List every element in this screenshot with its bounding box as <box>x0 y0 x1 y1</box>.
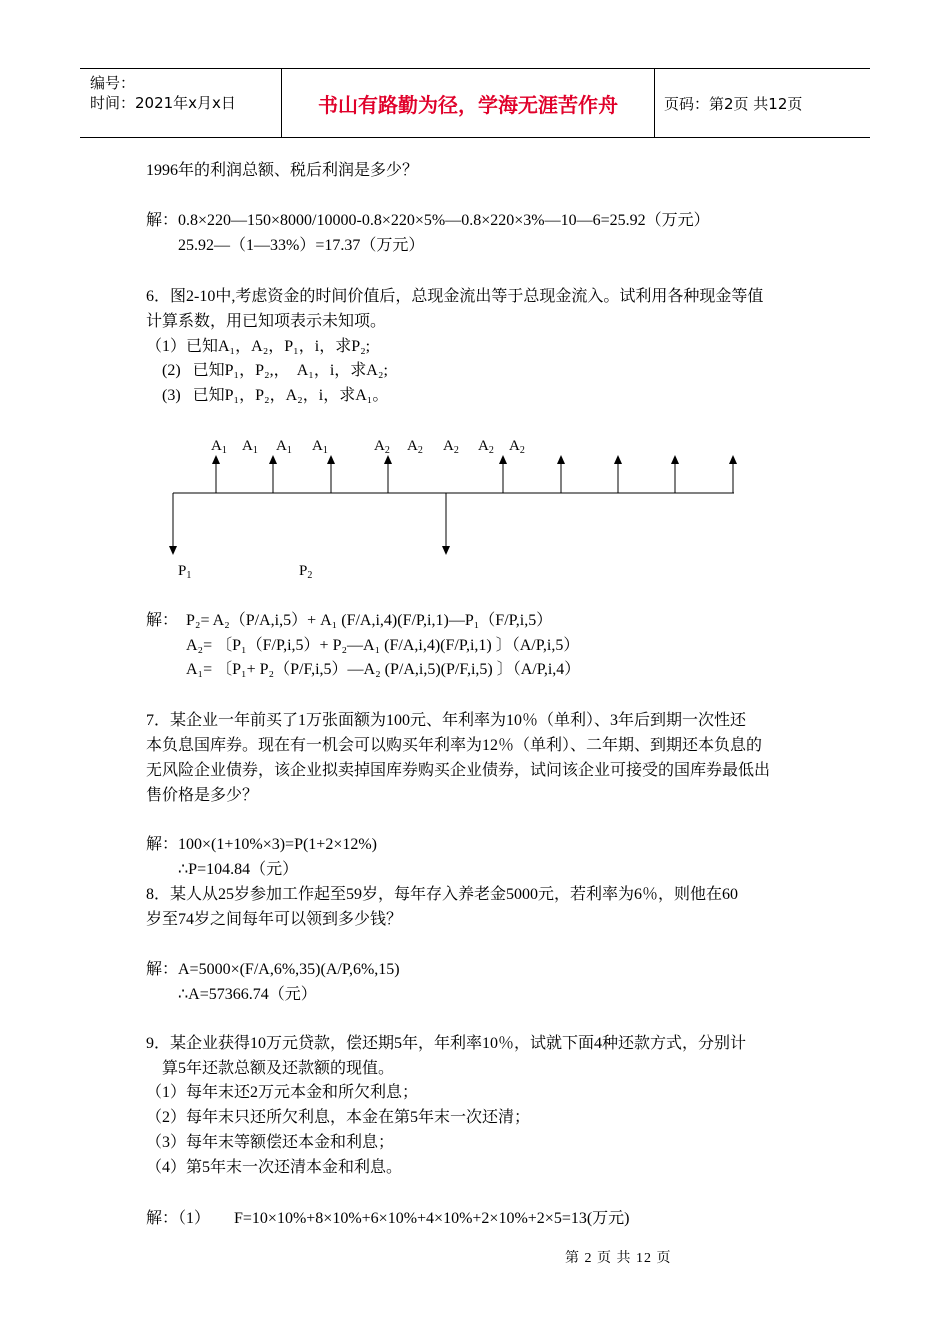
page-footer: 第 2 页 共 12 页 <box>565 1251 672 1266</box>
inflow-arrow <box>499 455 507 493</box>
header-motto: 书山有路勤为径，学海无涯苦作舟 <box>318 93 618 117</box>
q7-answer-line: ∴P=104.84（元） <box>178 861 299 878</box>
q6-item: （1）已知A₁，A₂，P₁，i，求P₂; <box>146 338 371 355</box>
q9-item: （4）第5年末一次还清本金和利息。 <box>146 1159 403 1176</box>
inflow-arrow <box>327 455 335 493</box>
outflow-arrow <box>169 493 177 555</box>
cash-flow-label: $A_2$ <box>443 438 459 456</box>
q7-text: 7．某企业一年前买了1万张面额为100元、年利率为10％（单利）、3年后到期一次性还 <box>146 712 747 729</box>
cash-flow-label: $A_2$ <box>374 438 390 456</box>
q8-text: 8．某人从25岁参加工作起至59岁，每年存入养老金5000元，若利率为6％，则他在60 <box>146 886 739 903</box>
q6-item: (2) 已知P₁，P₂,， A₁，i，求A₂; <box>162 362 388 379</box>
q5-answer-line: 解：0.8×220—150×8000/10000-0.8×220×5%—0.8×220×3%—10—6=25.92（万元） <box>146 212 710 229</box>
present-value-label: $P_1$ <box>178 563 192 581</box>
q9-text: 算5年还款总额及还款额的现值。 <box>162 1060 395 1077</box>
outflow-arrow <box>442 493 450 555</box>
q8-answer-line: 解：A=5000×(F/A,6%,35)(A/P,6%,15) <box>146 961 400 978</box>
q5-answer-line: 25.92—（1—33%）=17.37（万元） <box>178 237 425 254</box>
q6-solution-line: A₂= 〔P₁（F/P,i,5）+ P₂—A₁ (F/A,i,4)(F/P,i,1) 〕（A/P,i,5） <box>186 637 580 654</box>
q9-item: （1）每年末还2万元本金和所欠利息； <box>146 1084 419 1101</box>
q6-solution-line: A₁= 〔P₁+ P₂（P/F,i,5）—A₂ (P/A,i,5)(P/F,i,5) 〕（A/P,i,4） <box>186 661 581 678</box>
cash-flow-label: $A_1$ <box>211 438 227 456</box>
present-value-label: $P_2$ <box>299 563 313 581</box>
cash-flow-label: $A_2$ <box>478 438 494 456</box>
q6-solution-line: 解： P₂= A₂（P/A,i,5）+ A₁ (F/A,i,4)(F/P,i,1)—P₁（F/P,i,5） <box>146 612 553 629</box>
q9-item: （3）每年末等额偿还本金和利息； <box>146 1134 395 1151</box>
time-line: 时间：2021年x月x日 <box>90 94 236 112</box>
inflow-arrow <box>557 455 565 493</box>
cash-flow-label: $A_2$ <box>509 438 525 456</box>
q9-answer-line: 解：（1） F=10×10%+8×10%+6×10%+4×10%+2×10%+2×5=13(万元) <box>146 1210 630 1227</box>
inflow-arrow <box>269 455 277 493</box>
inflow-arrow <box>614 455 622 493</box>
q6-item: (3) 已知P₁，P₂，A₂，i，求A₁。 <box>162 387 389 404</box>
q9-item: （2）每年末只还所欠利息，本金在第5年末一次还清； <box>146 1109 531 1126</box>
cash-flow-label: $A_1$ <box>312 438 328 456</box>
q8-answer-line: ∴A=57366.74（元） <box>178 986 317 1003</box>
cash-flow-label: $A_2$ <box>407 438 423 456</box>
inflow-arrow <box>384 455 392 493</box>
q7-answer-line: 解：100×(1+10%×3)=P(1+2×12%) <box>146 836 378 853</box>
q9-text: 9．某企业获得10万元贷款，偿还期5年，年利率10％，试就下面4种还款方式，分别计 <box>146 1035 747 1052</box>
q7-text: 无风险企业债券，该企业拟卖掉国库券购买企业债券，试问该企业可接受的国库券最低出 <box>146 762 771 779</box>
q6-text: 6．图2-10中,考虑资金的时间价值后，总现金流出等于总现金流入。试利用各种现金等值 <box>146 288 764 305</box>
q7-text: 本负息国库券。现在有一机会可以购买年利率为12％（单利）、二年期、到期还本负息的 <box>146 737 763 754</box>
inflow-arrow <box>729 455 737 493</box>
q6-text: 计算系数，用已知项表示未知项。 <box>146 313 387 330</box>
q7-text: 售价格是多少？ <box>146 787 259 804</box>
cash-flow-label: $A_1$ <box>276 438 292 456</box>
q8-text: 岁至74岁之间每年可以领到多少钱？ <box>146 911 403 928</box>
header-page-info: 页码：第2页 共12页 <box>664 95 803 113</box>
code-label: 编号： <box>90 74 136 92</box>
inflow-arrow <box>671 455 679 493</box>
cash-flow-label: $A_1$ <box>242 438 258 456</box>
inflow-arrow <box>212 455 220 493</box>
q5-tail: 1996年的利润总额、税后利润是多少？ <box>146 162 419 179</box>
